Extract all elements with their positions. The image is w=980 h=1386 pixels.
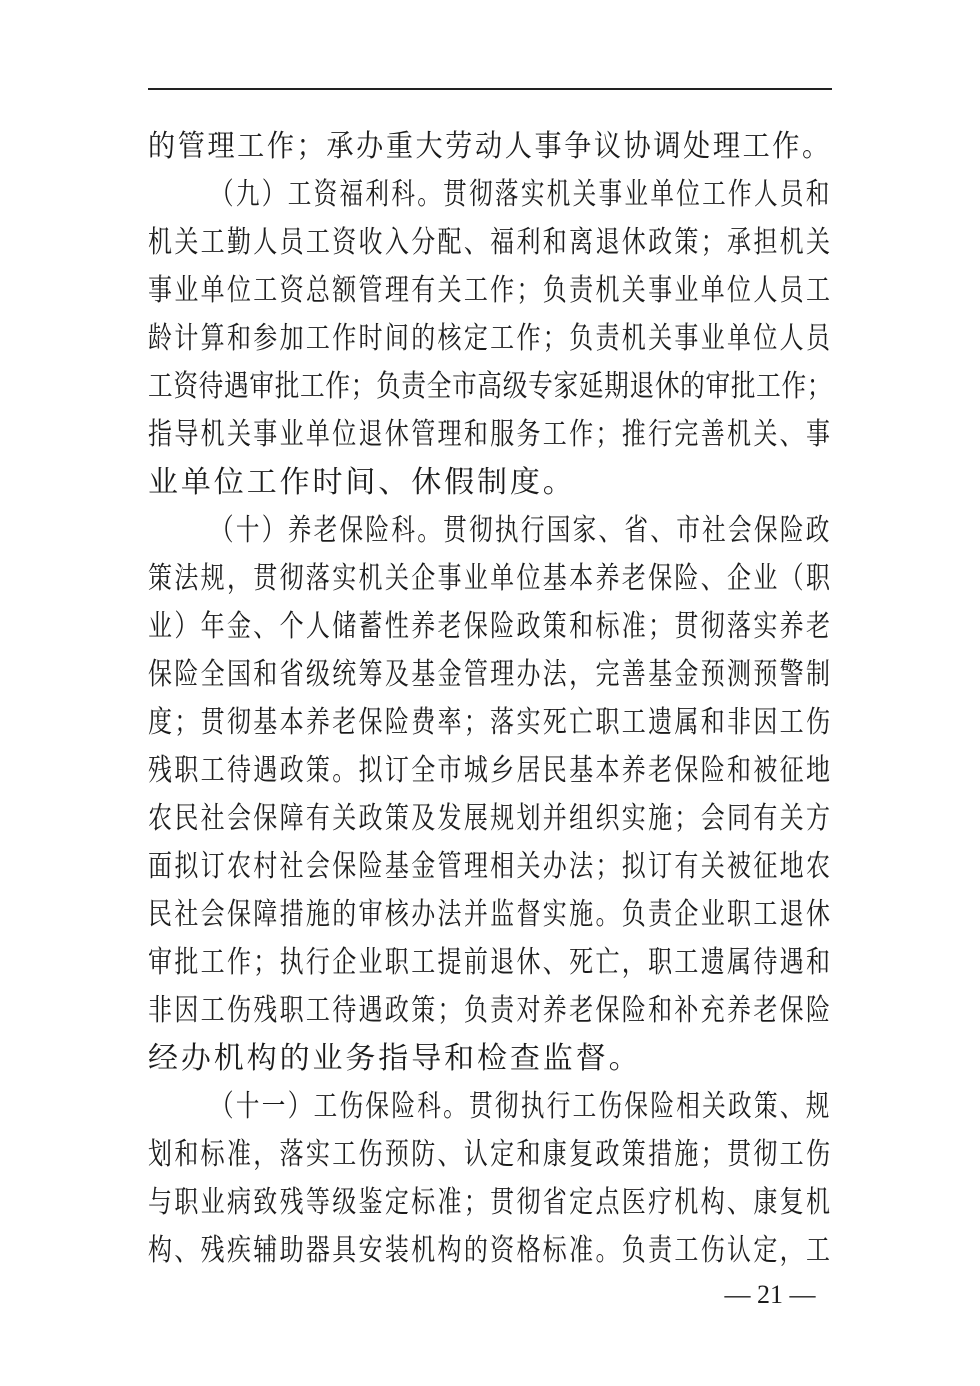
text-line: 业单位工作时间、休假制度。 <box>148 465 576 500</box>
text-line: 指导机关事业单位退休管理和服务工作；推行完善机关、事 <box>148 417 833 452</box>
text-line: 的管理工作；承办重大劳动人事争议协调处理工作。 <box>148 129 832 164</box>
text-line: 民社会保障措施的审核办法并监督实施。负责企业职工退休 <box>148 897 833 932</box>
header-rule <box>148 88 832 90</box>
text-line: 机关工勤人员工资收入分配、福利和离退休政策；承担机关 <box>148 225 833 260</box>
text-line: 事业单位工资总额管理有关工作；负责机关事业单位人员工 <box>148 273 833 308</box>
text-line: 农民社会保障有关政策及发展规划并组织实施；会同有关方 <box>148 801 833 836</box>
page-number: — 21 — <box>724 1280 816 1309</box>
text-line: 非因工伤残职工待遇政策；负责对养老保险和补充养老保险 <box>148 993 833 1028</box>
text-line: 残职工待遇政策。拟订全市城乡居民基本养老保险和被征地 <box>148 753 833 788</box>
text-line: （十一）工伤保险科。贯彻执行工伤保险相关政策、规 <box>210 1089 832 1124</box>
text-line: 面拟订农村社会保险基金管理相关办法；拟订有关被征地农 <box>148 849 833 884</box>
text-line: 业）年金、个人储蓄性养老保险政策和标准；贯彻落实养老 <box>148 609 833 644</box>
text-line: 工资待遇审批工作；负责全市高级专家延期退休的审批工作； <box>148 369 833 404</box>
text-line: 策法规，贯彻落实机关企事业单位基本养老保险、企业（职 <box>148 561 833 596</box>
text-line: 保险全国和省级统筹及基金管理办法，完善基金预测预警制 <box>148 657 833 692</box>
text-line: 审批工作；执行企业职工提前退休、死亡，职工遗属待遇和 <box>148 945 833 980</box>
text-line: 与职业病致残等级鉴定标准；贯彻省定点医疗机构、康复机 <box>148 1185 833 1220</box>
text-line: 构、残疾辅助器具安装机构的资格标准。负责工伤认定，工 <box>148 1233 833 1268</box>
text-line: 划和标准，落实工伤预防、认定和康复政策措施；贯彻工伤 <box>148 1137 833 1172</box>
text-line: 龄计算和参加工作时间的核定工作；负责机关事业单位人员 <box>148 321 833 356</box>
text-line: （九）工资福利科。贯彻落实机关事业单位工作人员和 <box>210 177 832 212</box>
text-line: 经办机构的业务指导和检查监督。 <box>148 1041 642 1076</box>
text-line: 度；贯彻基本养老保险费率；落实死亡职工遗属和非因工伤 <box>148 705 833 740</box>
text-line: （十）养老保险科。贯彻执行国家、省、市社会保险政 <box>210 513 832 548</box>
